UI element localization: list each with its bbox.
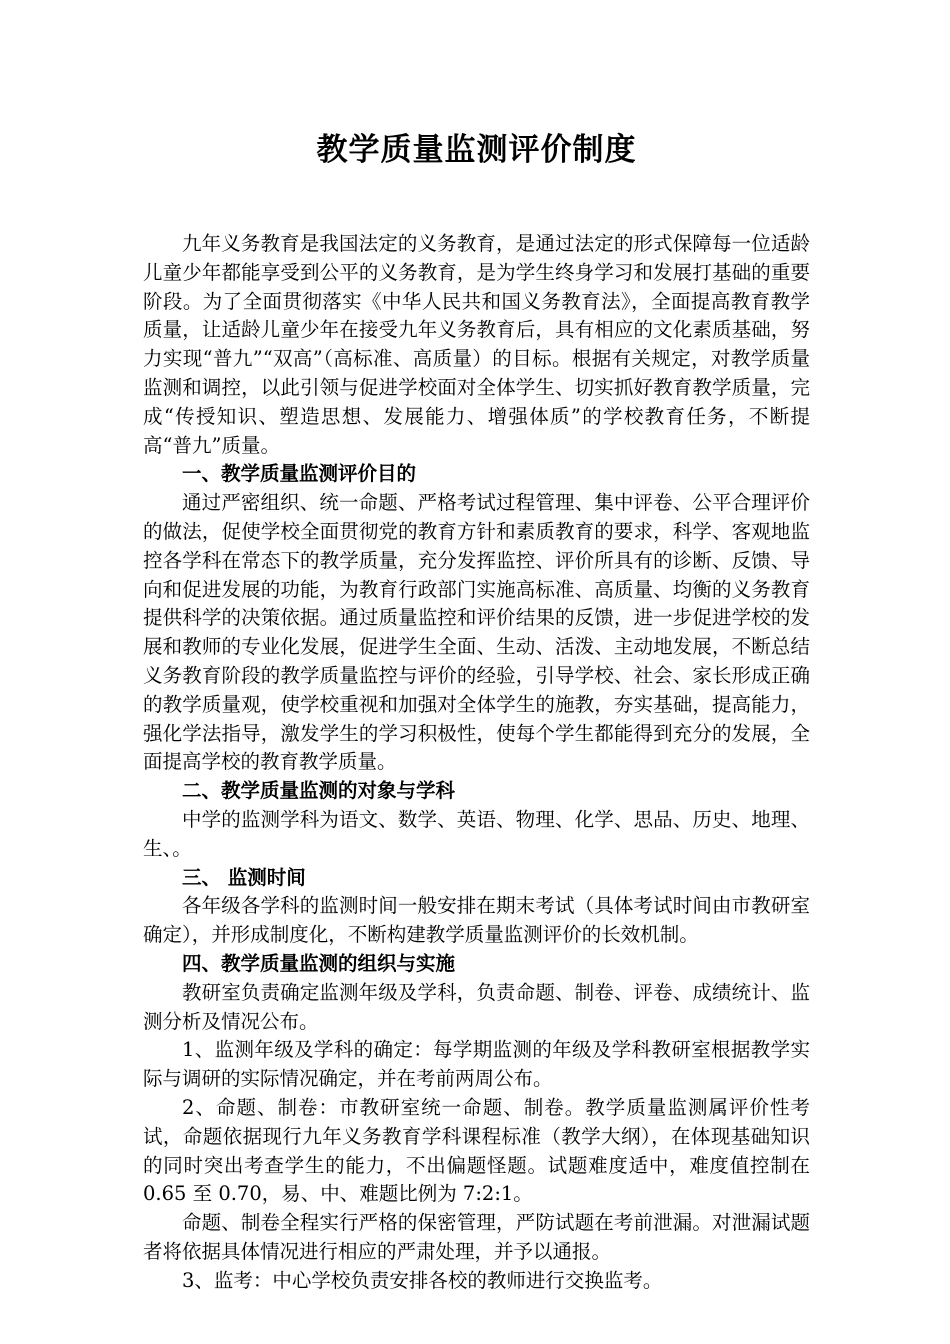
section-heading-organization: 四、教学质量监测的组织与实施 xyxy=(182,951,456,975)
item-invigilation: 3、监考：中心学校负责安排各校的教师进行交换监考。 xyxy=(182,1268,663,1292)
document-body xyxy=(143,230,810,1295)
section-heading-purpose: 一、教学质量监测评价目的 xyxy=(182,462,417,486)
purpose-paragraph: 通过严密组织、统一命题、严格考试过程管理、集中评卷、公平合理评价的做法，促使学校全面贯彻党的教育方针和素质教育的要求，科学、客观地监控各学科在常态下的教学质量，充分发挥监控、评价所具有的诊断、反馈、导向和促进发展的功能，为教育行政部门实施高标准、高质量、均衡的义务教育提供科学的决策依据。通过质量监控和评价结果的反馈，进一步促进学校的发展和教师的专业化发展，促进学生全面、生动、活泼、主动地发展，不断总结义务教育阶段的教学质量监控与评价的经验，引导学校、社会、家长形成正确的教学质量观，使学校重视和加强对全体学生的施教，夯实基础，提高能力，强化学法指导，激发学生的学习积极性，使每个学生都能得到充分的发展，全面提高学校的教育教学质量。 xyxy=(143,491,810,774)
item-grade-subject: 1、监测年级及学科的确定：每学期监测的年级及学科教研室根据教学实际与调研的实际情况确定，并在考前两周公布。 xyxy=(143,1038,810,1091)
section-heading-subjects: 二、教学质量监测的对象与学科 xyxy=(182,779,456,803)
organization-paragraph: 教研室负责确定监测年级及学科，负责命题、制卷、评卷、成绩统计、监测分析及情况公布。 xyxy=(143,980,810,1033)
section-heading-time: 三、 监测时间 xyxy=(182,865,306,889)
item-exam-design: 2、命题、制卷：市教研室统一命题、制卷。教学质量监测属评价性考试，命题依据现行九年义务教育学科课程标准（教学大纲），在体现基础知识的同时突出考查学生的能力，不出偏题怪题。试题难度适中，难度值控制在 0.65 至 0.70，易、中、难题比例为 7:2:1。 xyxy=(143,1095,810,1206)
confidentiality-paragraph: 命题、制卷全程实行严格的保密管理，严防试题在考前泄漏。对泄漏试题者将依据具体情况进行相应的严肃处理，并予以通报。 xyxy=(143,1211,810,1263)
intro-paragraph: 九年义务教育是我国法定的义务教育，是通过法定的形式保障每一位适龄儿童少年都能享受到公平的义务教育，是为学生终身学习和发展打基础的重要阶段。为了全面贯彻落实《中华人民共和国义务教育法》，全面提高教育教学质量，让适龄儿童少年在接受九年义务教育后，具有相应的文化素质基础，努力实现“普九”“双高”（高标准、高质量）的目标。根据有关规定，对教学质量监测和调控，以此引领与促进学校面对全体学生、切实抓好教育教学质量，完成“传授知识、塑造思想、发展能力、增强体质”的学校教育任务，不断提高“普九”质量。 xyxy=(143,232,810,457)
document-title: 教学质量监测评价制度 xyxy=(316,132,637,168)
subjects-paragraph: 中学的监测学科为语文、数学、英语、物理、化学、思品、历史、地理、生、。 xyxy=(143,807,810,860)
time-paragraph: 各年级各学科的监测时间一般安排在期末考试（具体考试时间由市教研室确定），并形成制度化，不断构建教学质量监测评价的长效机制。 xyxy=(143,894,810,947)
